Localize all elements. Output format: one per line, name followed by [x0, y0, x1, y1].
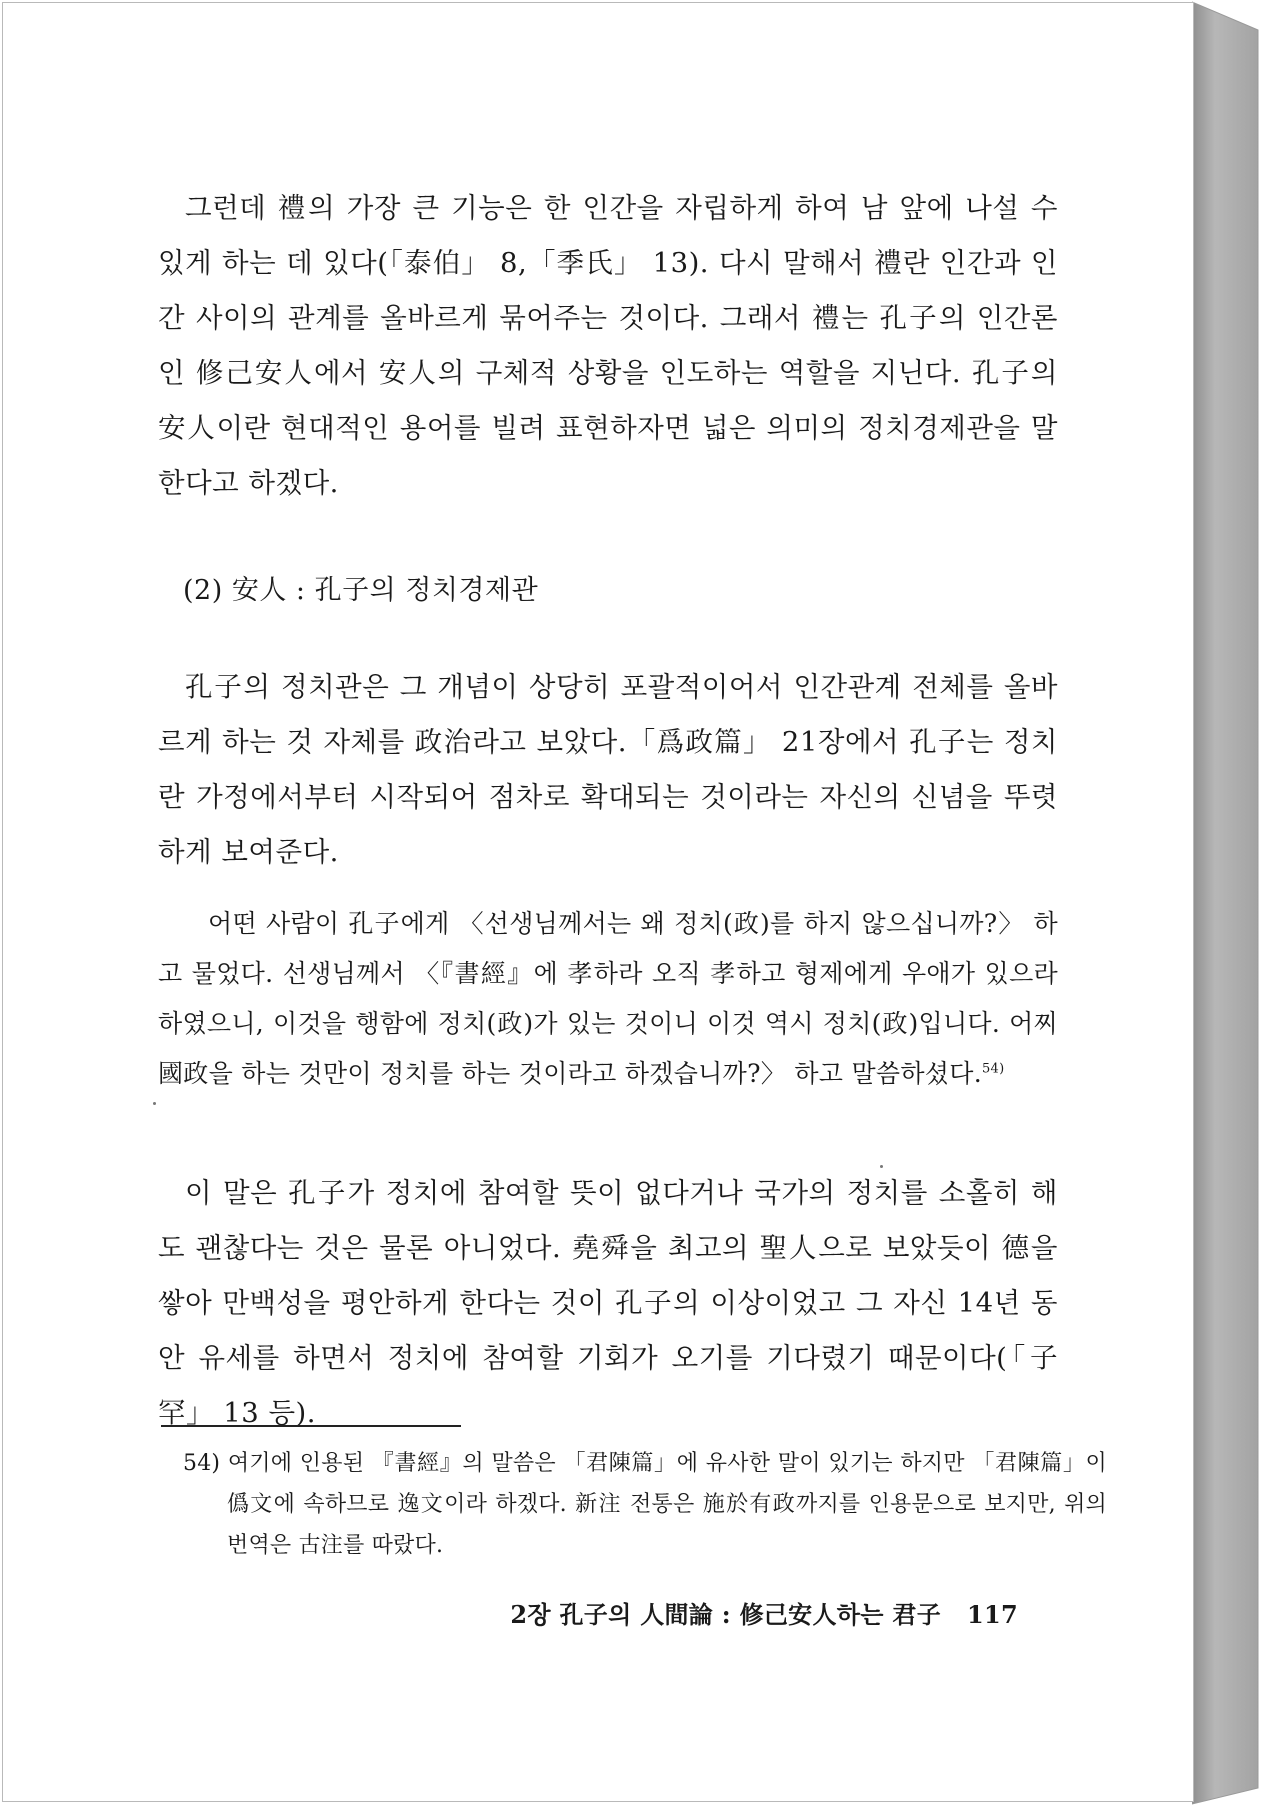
block-quote-text: 어떤 사람이 孔子에게 〈선생님께서는 왜 정치(政)를 하지 않으십니까?〉 하고 물었다. 선생님께서 〈『書經』에 孝하라 오직 孝하고 형제에게 우애가 있으라 하였으니, 이것을 행함에 정치(政)가 있는 것이니 이것 역시 정치(政)입니다. 어찌 國政을 하는 것만이 정치를 하는 것이라고 하겠습니까?〉 하고 말씀하셨다. — [158, 909, 1058, 1088]
footnote-reference: 54) — [981, 1061, 1005, 1077]
book-page-edge — [1192, 0, 1284, 1806]
print-speck — [153, 1102, 156, 1105]
footnote-54: 54) 여기에 인용된 『書經』의 말씀은 「君陳篇」에 유사한 말이 있기는 하지만 「君陳篇」이 僞文에 속하므로 逸文이라 하겠다. 新注 전통은 施於有政까지를 인용문으로 보지만, 위의 번역은 古注를 따랐다. — [183, 1451, 1107, 1558]
running-footer — [510, 1595, 1018, 1635]
body-paragraph-3: 이 말은 孔子가 정치에 참여할 뜻이 없다거나 국가의 정치를 소홀히 해도 괜찮다는 것은 물론 아니었다. 堯舜을 최고의 聖人으로 보았듯이 德을 쌓아 만백성을 평안하게 한다는 것이 孔子의 이상이었고 그 자신 14년 동안 유세를 하면서 정치에 참여할 기회가 오기를 기다렸기 때문이다(「子罕」 13 등). — [158, 1177, 1058, 1429]
section-heading: (2) 安人 : 孔子의 정치경제관 — [183, 575, 539, 606]
document-page — [2, 2, 1194, 1802]
running-title: 2장 孔子의 人間論 : 修己安人하는 君子 — [510, 1600, 941, 1629]
block-quote — [158, 899, 1058, 1099]
page-number: 117 — [967, 1600, 1018, 1629]
body-paragraph-2: 孔子의 정치관은 그 개념이 상당히 포괄적이어서 인간관계 전체를 올바르게 하는 것 자체를 政治라고 보았다.「爲政篇」 21장에서 孔子는 정치란 가정에서부터 시작되어 점차로 확대되는 것이라는 자신의 신념을 뚜렷하게 보여준다. — [158, 671, 1058, 868]
footnote-divider — [161, 1425, 461, 1427]
body-paragraph-1: 그런데 禮의 가장 큰 기능은 한 인간을 자립하게 하여 남 앞에 나설 수 있게 하는 데 있다(「泰伯」 8,「季氏」 13). 다시 말해서 禮란 인간과 인간 사이의 관계를 올바르게 묶어주는 것이다. 그래서 禮는 孔子의 인간론인 修己安人에서 安人의 구체적 상황을 인도하는 역할을 지닌다. 孔子의 安人이란 현대적인 용어를 빌려 표현하자면 넓은 의미의 정치경제관을 말한다고 하겠다. — [158, 192, 1058, 499]
